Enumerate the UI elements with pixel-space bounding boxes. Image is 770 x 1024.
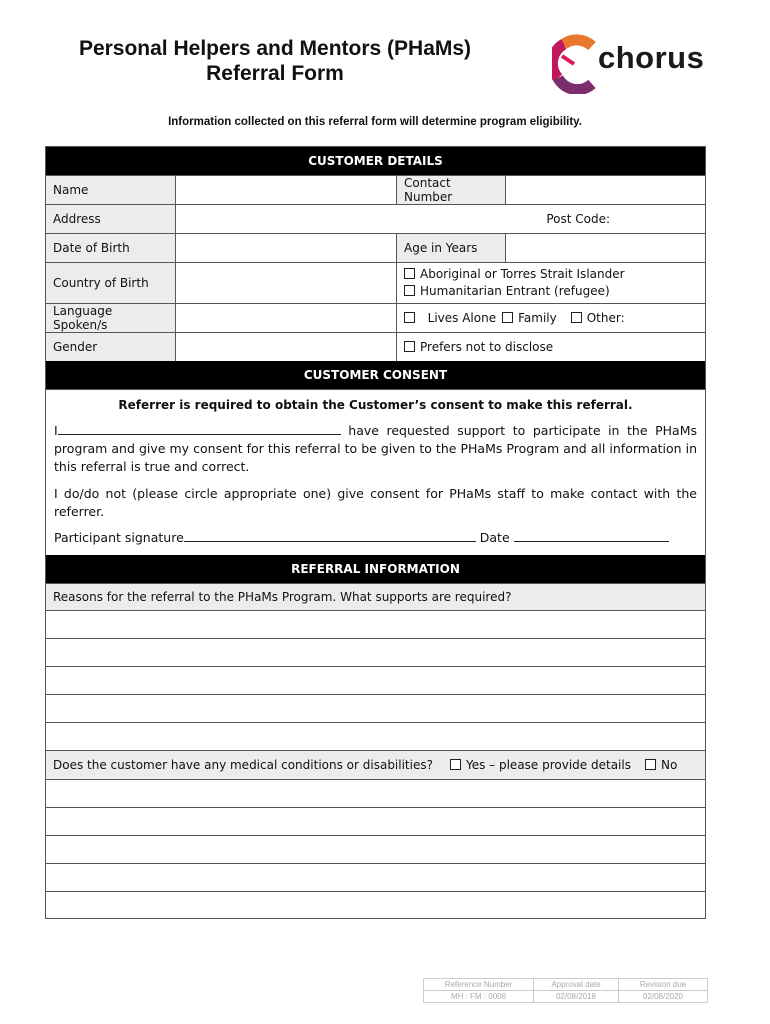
- name-field[interactable]: [175, 176, 396, 204]
- checkbox-icon: [645, 759, 656, 770]
- checkbox-icon: [404, 268, 415, 279]
- consent-section: [46, 389, 705, 555]
- dob-field[interactable]: [175, 234, 396, 262]
- customer-consent-heading: CUSTOMER CONSENT: [46, 361, 705, 389]
- approval-date-value: 02/08/2018: [534, 990, 619, 1002]
- language-field[interactable]: [175, 304, 396, 332]
- family-option[interactable]: Family: [502, 311, 557, 325]
- reasons-line[interactable]: [46, 694, 705, 722]
- medical-question-row: [46, 750, 705, 779]
- referral-form: [45, 146, 706, 919]
- form-title: [40, 36, 510, 86]
- ref-number-label: Reference Number: [424, 979, 534, 990]
- gender-label: Gender: [46, 333, 175, 361]
- reasons-line[interactable]: [46, 610, 705, 638]
- reasons-line[interactable]: [46, 722, 705, 750]
- reasons-line[interactable]: [46, 666, 705, 694]
- referrer-name-blank[interactable]: [58, 422, 341, 435]
- medical-details-line[interactable]: [46, 779, 705, 807]
- customer-details-heading: CUSTOMER DETAILS: [46, 147, 705, 175]
- reasons-line[interactable]: [46, 638, 705, 666]
- address-label: Address: [46, 205, 175, 233]
- checkbox-icon: [571, 312, 582, 323]
- medical-question: Does the customer have any medical conditions or disabilities?: [53, 758, 433, 772]
- medical-yes-option[interactable]: Yes – please provide details: [450, 758, 631, 772]
- referral-information-heading: REFERRAL INFORMATION: [46, 555, 705, 583]
- consent-paragraph-1: I have requested support to participate in the PHaMs program and give my consent for this referral to be given to the PHaMs Program and all information in this referral is true and correct.: [54, 423, 698, 474]
- language-label: Language Spoken/s: [46, 304, 175, 332]
- medical-details-line[interactable]: [46, 863, 705, 891]
- intro-text: Information collected on this referral form will determine program eligibility.: [168, 116, 582, 128]
- aboriginal-option[interactable]: Aboriginal or Torres Strait Islander: [404, 266, 625, 283]
- checkbox-icon: [404, 341, 415, 352]
- humanitarian-option[interactable]: Humanitarian Entrant (refugee): [404, 283, 610, 300]
- country-label: Country of Birth: [46, 263, 175, 303]
- medical-no-option[interactable]: No: [645, 758, 677, 772]
- post-code-label: Post Code:: [546, 212, 610, 226]
- checkbox-icon: [502, 312, 513, 323]
- consent-required-text: Referrer is required to obtain the Customer’s consent to make this referral.: [118, 398, 633, 412]
- reasons-question: Reasons for the referral to the PHaMs Program. What supports are required?: [46, 583, 705, 610]
- medical-details-line[interactable]: [46, 891, 705, 918]
- document-control-table: [423, 978, 708, 1003]
- medical-details-line[interactable]: [46, 807, 705, 835]
- checkbox-icon: [404, 312, 415, 323]
- country-field[interactable]: [175, 263, 396, 303]
- contact-number-field[interactable]: [505, 176, 705, 204]
- address-field[interactable]: [175, 205, 705, 233]
- gender-field[interactable]: [175, 333, 396, 361]
- prefers-not-option[interactable]: Prefers not to disclose: [404, 340, 553, 354]
- ref-number-value: MH : FM : 0006: [424, 990, 534, 1002]
- name-label: Name: [46, 176, 175, 204]
- signature-line: Participant signature Date: [54, 529, 697, 547]
- age-label: Age in Years: [396, 234, 505, 262]
- other-option[interactable]: Other:: [571, 311, 625, 325]
- approval-date-label: Approval date: [534, 979, 619, 990]
- logo-wordmark: chorus: [598, 40, 705, 75]
- title-line-1: Personal Helpers and Mentors (PHaMs): [78, 37, 472, 60]
- revision-due-label: Revision due: [639, 980, 687, 989]
- revision-due-value: 02/08/2020: [619, 990, 707, 1002]
- consent-paragraph-2: I do/do not (please circle appropriate one) give consent for PHaMs staff to make contact with the referrer.: [54, 486, 697, 519]
- contact-number-label: Contact Number: [396, 176, 505, 204]
- chorus-logo: [552, 34, 712, 94]
- dob-label: Date of Birth: [46, 234, 175, 262]
- signature-blank[interactable]: [184, 529, 476, 542]
- checkbox-icon: [404, 285, 415, 296]
- age-field[interactable]: [505, 234, 705, 262]
- chorus-ring-icon: [552, 34, 602, 94]
- title-line-2: Referral Form: [206, 62, 344, 85]
- medical-details-line[interactable]: [46, 835, 705, 863]
- checkbox-icon: [450, 759, 461, 770]
- lives-alone-option[interactable]: Lives Alone: [404, 311, 496, 325]
- date-blank[interactable]: [514, 529, 669, 542]
